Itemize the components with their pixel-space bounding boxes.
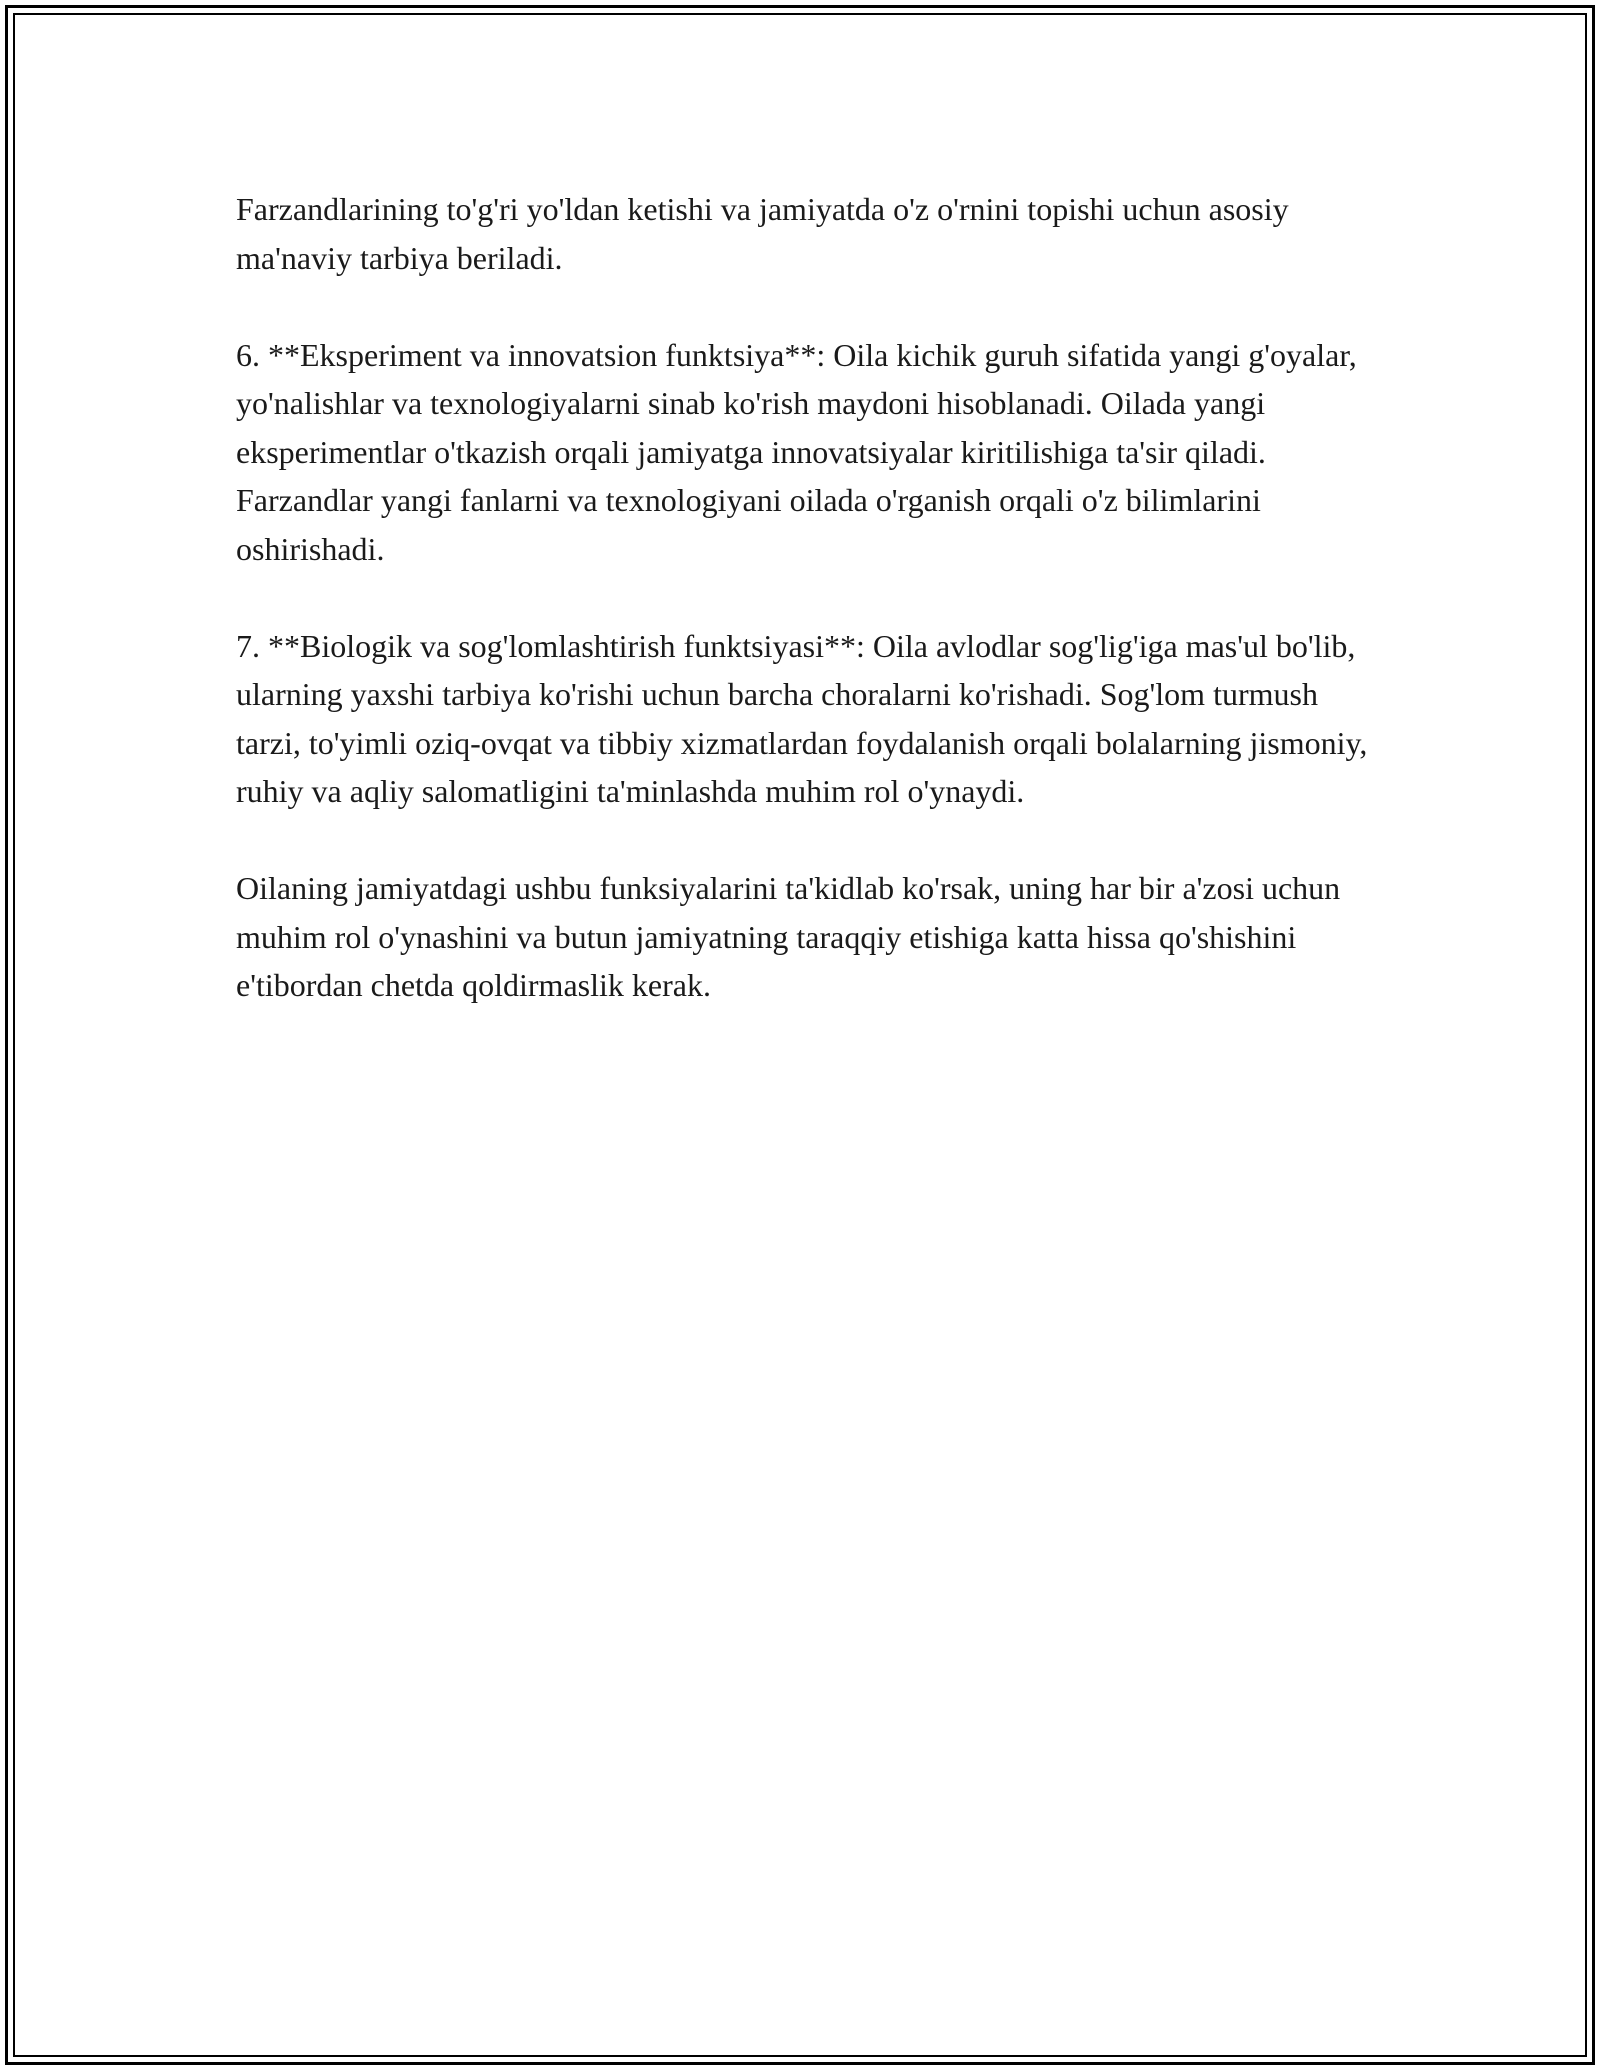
document-body: [236, 185, 1376, 1058]
paragraph-item-6: 6. **Eksperiment va innovatsion funktsiya**: Oila kichik guruh sifatida yangi g'oyalar, yo'nalishlar va texnologiyalarni sinab ko'rish maydoni hisoblanadi. Oilada yangi eksperimentlar o'tkazish orqali jamiyatga innovatsiyalar kiritilishiga ta'sir qiladi. Farzandlar yangi fanlarni va texnologiyani oilada o'rganish orqali o'z bilimlarini oshirishadi.: [236, 336, 1357, 567]
paragraph-conclusion: Oilaning jamiyatdagi ushbu funksiyalarini ta'kidlab ko'rsak, uning har bir a'zosi uchun muhim rol o'ynashini va butun jamiyatning taraqqiy etishiga katta hissa qo'shishini e'tibordan chetda qoldirmaslik kerak.: [236, 870, 1341, 1003]
paragraph-item-7: 7. **Biologik va sog'lomlashtirish funktsiyasi**: Oila avlodlar sog'lig'iga mas'ul bo'lib, ularning yaxshi tarbiya ko'rishi uchun barcha choralarni ko'rishadi. Sog'lom turmush tarzi, to'yimli oziq-ovqat va tibbiy xizmatlardan foydalanish orqali bolalarning jismoniy, ruhiy va aqliy salomatligini ta'minlashda muhim rol o'ynaydi.: [236, 627, 1368, 809]
paragraph-intro-continuation: Farzandlarining to'g'ri yo'ldan ketishi va jamiyatda o'z o'rnini topishi uchun asosiy ma'naviy tarbiya beriladi.: [236, 191, 1289, 276]
